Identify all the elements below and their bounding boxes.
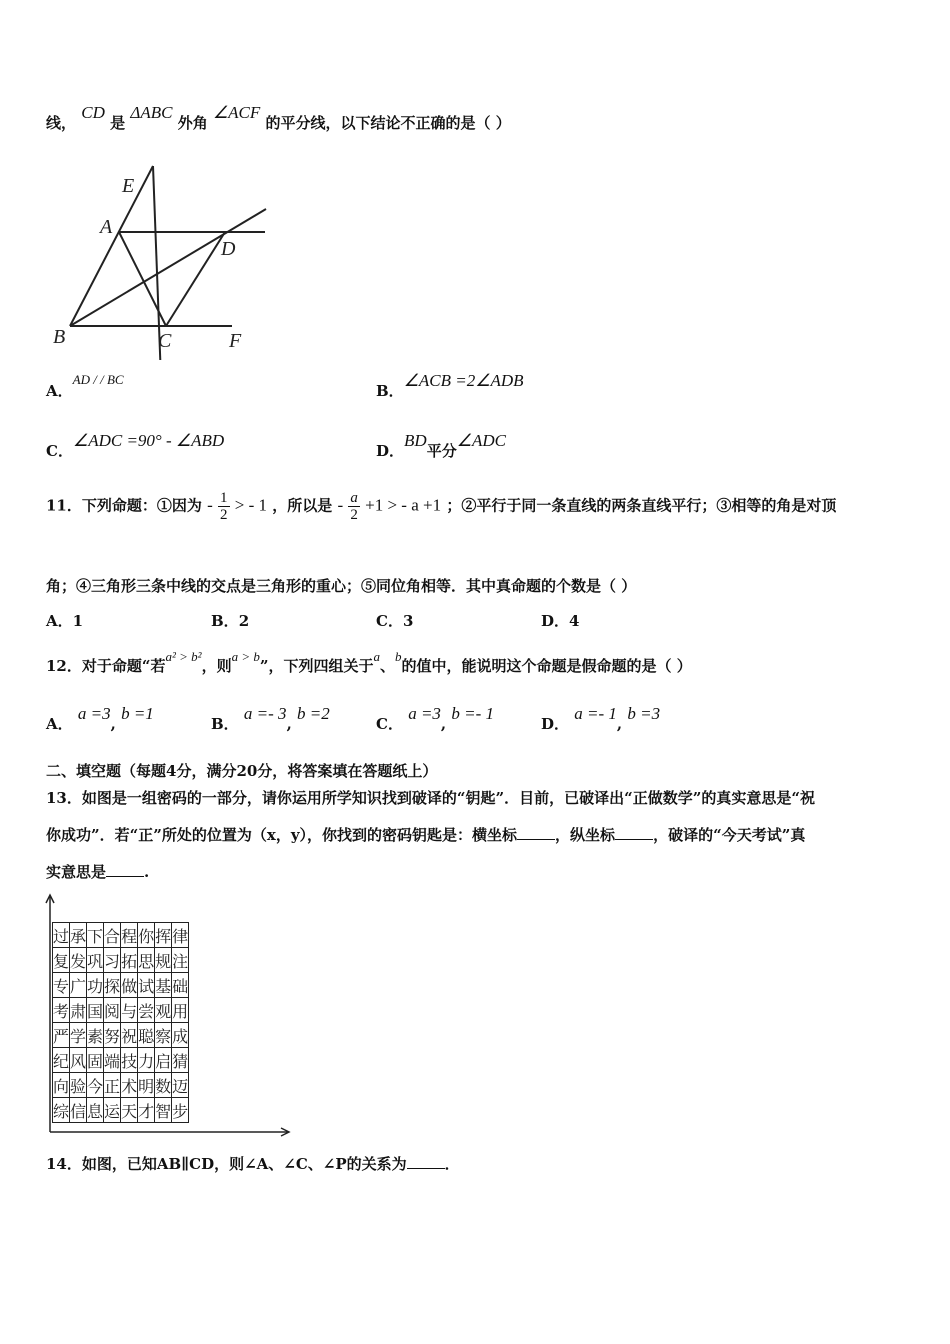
grid-cell: 明 [138,1073,155,1098]
grid-cell: 察 [155,1023,172,1048]
q11-f1-rest: > - 1 [234,495,267,515]
label-a: A [100,216,113,238]
q14-text: 14．如图，已知AB∥CD，则∠A、∠C、∠P的关系为 [46,1155,407,1173]
grid-cell: 用 [172,998,189,1023]
grid-cell: 探 [104,973,121,998]
grid-cell: 素 [87,1023,104,1048]
section-2-heading: 二、填空题（每题4分，满分20分，将答案填在答题纸上） [46,762,438,780]
option-letter: A． [46,382,73,400]
grid-cell: 考 [53,998,70,1023]
grid-cell: 试 [138,973,155,998]
grid-cell: 严 [53,1023,70,1048]
grid-row [53,1048,189,1073]
q12-option-c[interactable]: C． a =3, b =- 1 [376,704,495,733]
q13-line2c: ，破译的“今天考试”真 [653,826,806,844]
q12-a: a [373,649,381,664]
option-v2: b =2 [297,704,330,723]
grid-cell: 思 [138,948,155,973]
grid-cell: 天 [121,1098,138,1123]
q11-fraction-2 [348,490,360,523]
frac-num: a [350,490,358,506]
q11-option-d[interactable] [541,610,579,631]
option-letter: D． [541,612,570,630]
q11-mid: ，所以是 [272,496,333,515]
grid-cell: 尝 [138,998,155,1023]
grid-cell: 技 [121,1048,138,1073]
grid-cell: 猜 [172,1048,189,1073]
grid-cell: 律 [172,923,189,948]
option-v1: a =3 [77,704,111,723]
grid-cell: 正 [104,1073,121,1098]
q10-option-c[interactable] [46,431,225,461]
q10-option-a[interactable] [46,372,124,401]
grid-cell: 固 [87,1048,104,1073]
grid-cell: 基 [155,973,172,998]
q10-stem-end: 的平分线，以下结论不正确的是（ ） [265,114,511,132]
option-math: AD / / BC [72,372,124,387]
q10-geometry-figure [40,160,280,360]
option-text: 4 [569,612,580,630]
answer-blank-x[interactable] [517,827,555,840]
grid-row [53,1073,189,1098]
q12-mid: ”，下列四组关于 [259,657,374,675]
q10-stem-start: 线， [46,114,77,132]
option-v1: a =- 3 [243,704,287,723]
grid-row [53,973,189,998]
answer-blank-q14[interactable] [407,1156,445,1169]
grid-cell: 验 [70,1073,87,1098]
grid-cell: 端 [104,1048,121,1073]
grid-row [53,948,189,973]
q10-is: 是 [110,114,126,132]
q13-line3 [46,861,149,882]
q13-line3a: 实意思是 [46,863,107,881]
grid-cell: 综 [53,1098,70,1123]
grid-cell: 智 [155,1098,172,1123]
grid-cell: 步 [172,1098,189,1123]
option-letter: D． [541,715,570,733]
grid-cell: 风 [70,1048,87,1073]
label-e: E [122,175,135,197]
q10-angle: ∠ACF [212,103,261,122]
q11-num: 11．下列命题：①因为 [46,496,202,515]
grid-cell: 挥 [155,923,172,948]
answer-blank-meaning[interactable] [106,864,144,877]
cipher-grid [52,922,189,1123]
grid-cell: 下 [87,923,104,948]
q13-line2a: 你成功”．若“正”所处的位置为（x，y），你找到的密码钥匙是：横坐标 [46,826,518,844]
grid-cell: 发 [70,948,87,973]
option-math: ∠ADC =90° - ∠ABD [72,431,225,450]
q11-tail: ；②平行于同一条直线的两条直线平行；③相等的角是对顶 [446,496,837,515]
grid-cell: 观 [155,998,172,1023]
grid-cell: 力 [138,1048,155,1073]
q11-stem [46,490,836,523]
grid-cell: 术 [121,1073,138,1098]
q11-f1-sign: - [207,495,213,515]
grid-cell: 信 [70,1098,87,1123]
option-text: 3 [402,612,414,630]
q10-triangle: ΔABC [130,103,173,122]
line-ac [119,232,166,326]
q12-condition: a² > b² [165,649,202,664]
grid-cell: 功 [87,973,104,998]
q14-end: ． [444,1155,460,1173]
grid-cell: 广 [70,973,87,998]
q12-tail: 的值中，能说明这个命题是假命题的是（ ） [401,657,692,675]
option-v2: b =1 [121,704,154,723]
grid-cell: 国 [87,998,104,1023]
grid-cell: 肃 [70,998,87,1023]
grid-row [53,923,189,948]
grid-cell: 成 [172,1023,189,1048]
option-math2: ∠ADC [456,431,506,450]
grid-cell: 数 [155,1073,172,1098]
label-b: B [53,326,66,348]
grid-cell: 聪 [138,1023,155,1048]
grid-cell: 习 [104,948,121,973]
frac-num: 1 [220,490,228,506]
grid-cell: 阅 [104,998,121,1023]
q11-option-b[interactable] [211,610,249,631]
grid-cell: 祝 [121,1023,138,1048]
grid-cell: 拓 [121,948,138,973]
option-letter: D． [376,442,405,460]
q10-stem [46,103,511,133]
option-letter: C． [376,715,403,733]
grid-cell: 才 [138,1098,155,1123]
label-d: D [221,238,236,260]
grid-cell: 注 [172,948,189,973]
grid-cell: 纪 [53,1048,70,1073]
q13-line2b: ，纵坐标 [555,826,616,844]
option-letter: C． [46,442,73,460]
option-letter: C． [376,612,403,630]
q10-option-d[interactable] [376,431,506,461]
grid-cell: 做 [121,973,138,998]
grid-cell: 努 [104,1023,121,1048]
q12-b: b [395,649,402,664]
line-cd [166,232,225,326]
grid-cell: 规 [155,948,172,973]
option-v2: b =3 [627,704,661,723]
q11-option-c[interactable] [376,610,413,631]
grid-cell: 启 [155,1048,172,1073]
q13-line3b: . [144,863,150,881]
q12-num: 12．对于命题“若 [46,657,166,675]
option-letter: B． [211,715,239,733]
q10-option-b[interactable] [376,371,524,401]
frac-den: 2 [220,507,228,523]
q12-option-a[interactable]: A． a =3, b =1 [46,704,154,733]
grid-cell: 息 [87,1098,104,1123]
grid-cell: 你 [138,923,155,948]
option-suffix: 平分 [426,442,457,460]
grid-cell: 础 [172,973,189,998]
q13-line1: 13．如图是一组密码的一部分，请你运用所学知识找到破译的“钥匙”．目前，已破译出“正做数学”的真实意思是“祝 [46,789,816,807]
option-letter: B． [376,382,404,400]
q11-option-a[interactable] [46,610,83,631]
q12-conclusion: a > b [231,649,260,664]
grid-cell: 向 [53,1073,70,1098]
option-v2: b =- 1 [451,704,495,723]
grid-cell: 今 [87,1073,104,1098]
option-text: 2 [238,612,250,630]
q14-stem [46,1153,460,1174]
grid-row [53,998,189,1023]
q11-line2: 角；④三角形三条中线的交点是三角形的重心；⑤同位角相等．其中真命题的个数是（ ） [46,577,637,595]
grid-cell: 复 [53,948,70,973]
q10-cd: CD [81,103,105,122]
option-letter: A． [46,715,73,733]
q12-then: ，则 [201,657,232,675]
grid-cell: 学 [70,1023,87,1048]
q10-ext: 外角 [177,114,208,132]
grid-cell: 程 [121,923,138,948]
answer-blank-y[interactable] [615,827,653,840]
frac-den: 2 [350,507,358,523]
grid-cell: 巩 [87,948,104,973]
option-math: ∠ACB =2∠ADB [403,371,524,390]
q11-fraction-1 [218,490,230,523]
q12-option-b[interactable]: B． a =- 3, b =2 [211,704,330,733]
grid-cell: 过 [53,923,70,948]
grid-row [53,1098,189,1123]
grid-cell: 运 [104,1098,121,1123]
q12-sep: 、 [380,657,396,675]
q12-option-d[interactable]: D． a =- 1, b =3 [541,704,661,733]
grid-cell: 承 [70,923,87,948]
q12-stem [46,649,692,676]
q13-line2 [46,824,805,845]
grid-cell: 迈 [172,1073,189,1098]
grid-cell: 专 [53,973,70,998]
option-text: 1 [72,612,84,630]
q11-f2-sign: - [337,495,344,515]
grid-cell: 合 [104,923,121,948]
option-v1: a =- 1 [574,704,617,723]
grid-row [53,1023,189,1048]
option-v1: a =3 [408,704,441,723]
grid-cell: 与 [121,998,138,1023]
option-letter: B． [211,612,239,630]
option-math: BD [404,431,427,450]
label-f: F [229,330,242,352]
q11-f2-rest: +1 > - a +1 [365,495,442,515]
label-c: C [158,330,172,352]
option-letter: A． [46,612,73,630]
